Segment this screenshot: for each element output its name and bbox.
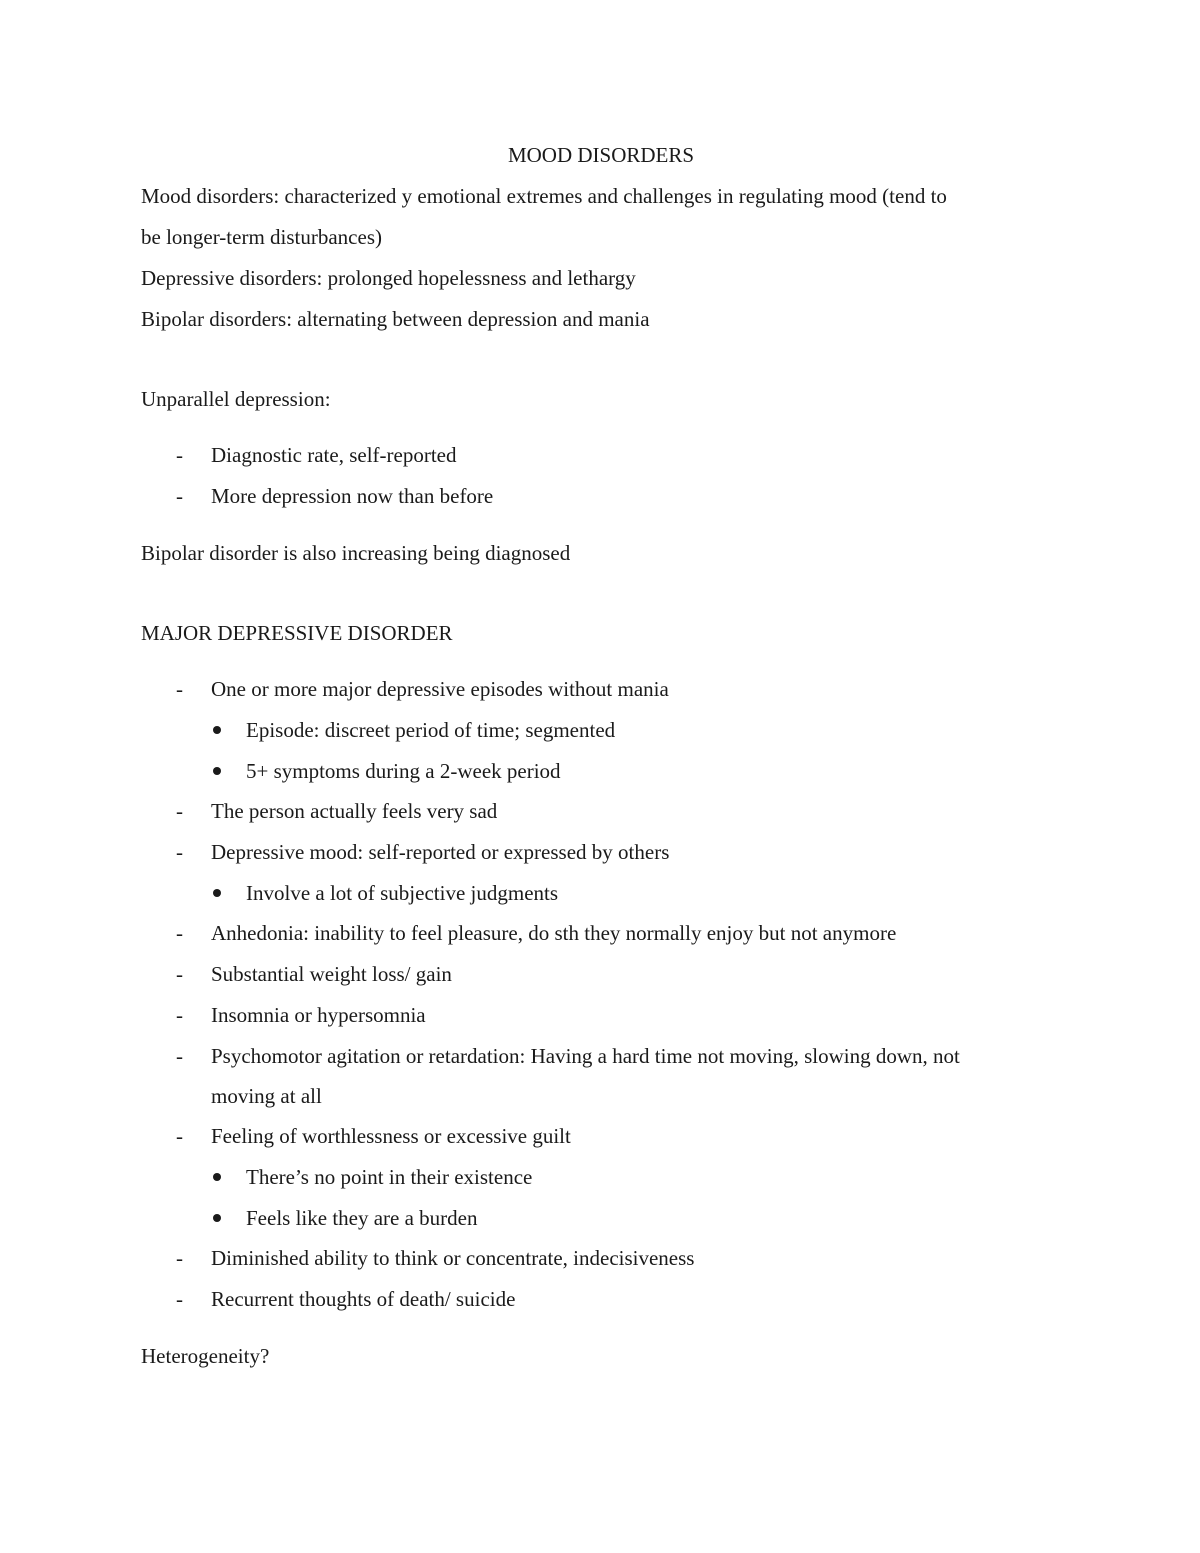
dash-marker: -	[176, 1124, 183, 1148]
dash-marker: -	[176, 1246, 183, 1270]
mood-disorders-definition-line-2: be longer-term disturbances)	[141, 225, 382, 249]
dash-marker: -	[176, 677, 183, 701]
mdd-heading: MAJOR DEPRESSIVE DISORDER	[141, 621, 453, 645]
list-item-text: Recurrent thoughts of death/ suicide	[211, 1287, 516, 1311]
sub-list-item-text: There’s no point in their existence	[246, 1165, 533, 1189]
dash-marker: -	[176, 443, 183, 467]
dash-marker: -	[176, 484, 183, 508]
dash-marker: -	[176, 962, 183, 986]
sub-list-item-text: Feels like they are a burden	[246, 1206, 478, 1230]
closing-question: Heterogeneity?	[141, 1344, 270, 1368]
list-item-text: Substantial weight loss/ gain	[211, 962, 452, 986]
mood-disorders-definition-line-1: Mood disorders: characterized y emotional extremes and challenges in regulating mood (tend to	[141, 184, 947, 208]
bipolar-note: Bipolar disorder is also increasing being diagnosed	[141, 541, 571, 565]
sub-list-item-text: Episode: discreet period of time; segmented	[246, 718, 616, 742]
list-item-text: Diminished ability to think or concentrate, indecisiveness	[211, 1246, 695, 1270]
bullet-icon	[213, 889, 221, 897]
list-item-text: moving at all	[211, 1084, 322, 1108]
list-item-text: Diagnostic rate, self-reported	[211, 443, 457, 467]
list-item-text: Psychomotor agitation or retardation: Having a hard time not moving, slowing down, not	[211, 1044, 960, 1068]
dash-marker: -	[176, 1287, 183, 1311]
list-item-text: Insomnia or hypersomnia	[211, 1003, 426, 1027]
dash-marker: -	[176, 840, 183, 864]
bullet-icon	[213, 767, 221, 775]
list-item-text: The person actually feels very sad	[211, 799, 498, 823]
list-item-text: Anhedonia: inability to feel pleasure, do sth they normally enjoy but not anymore	[211, 921, 897, 945]
dash-marker: -	[176, 1044, 183, 1068]
dash-marker: -	[176, 799, 183, 823]
bipolar-disorders-definition: Bipolar disorders: alternating between depression and mania	[141, 307, 650, 331]
bullet-icon	[213, 1214, 221, 1222]
list-item-text: One or more major depressive episodes without mania	[211, 677, 669, 701]
list-item-text: Depressive mood: self-reported or expressed by others	[211, 840, 670, 864]
dash-marker: -	[176, 921, 183, 945]
list-item-text: Feeling of worthlessness or excessive guilt	[211, 1124, 571, 1148]
sub-list-item-text: 5+ symptoms during a 2-week period	[246, 759, 561, 783]
bullet-icon	[213, 1173, 221, 1181]
unparallel-depression-heading: Unparallel depression:	[141, 387, 331, 411]
depressive-disorders-definition: Depressive disorders: prolonged hopelessness and lethargy	[141, 266, 636, 290]
list-item-text: More depression now than before	[211, 484, 494, 508]
bullet-icon	[213, 726, 221, 734]
sub-list-item-text: Involve a lot of subjective judgments	[246, 881, 559, 905]
document-title: MOOD DISORDERS	[507, 143, 695, 167]
dash-marker: -	[176, 1003, 183, 1027]
